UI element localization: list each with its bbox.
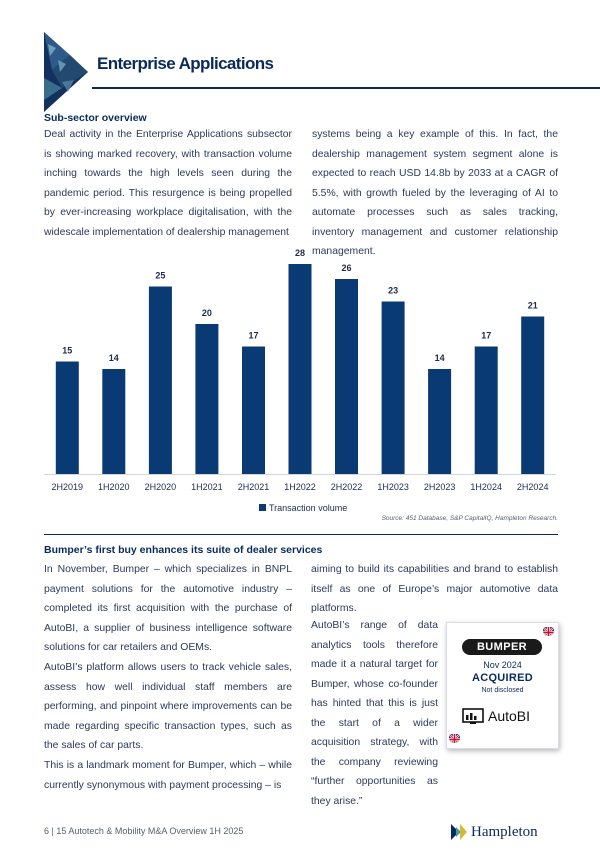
chart-data-label: 23 — [388, 285, 399, 296]
chart-bar — [335, 279, 358, 474]
chart-bar — [56, 362, 79, 475]
chart-data-label: 25 — [155, 270, 166, 281]
chart-svg — [40, 244, 560, 534]
chart-data-label: 14 — [108, 353, 119, 363]
header-rule — [92, 87, 600, 89]
bumper-paragraph-2: AutoBI’s platform allows users to track vehicle sales, assess how well individual staff members are performing, and pinpoint where improvements can be made regarding specific transaction types, such as the sales of car parts. — [44, 662, 292, 751]
hampleton-wordmark: Hampleton — [471, 824, 538, 840]
autobi-screen-icon — [462, 706, 484, 726]
chart-data-label: 28 — [294, 248, 306, 258]
footer-page-info: 6 | 15 Autotech & Mobility M&A Overview 1H 2025 — [44, 826, 244, 836]
chart-bar — [102, 369, 125, 474]
sub-sector-paragraph-right: systems being a key example of this. In fact, the dealership management system segment alone is expected to reach USD 14.8b by 2033 at a CAGR of 5.5%, with growth fueled by the leveraging of AI to automate processes such as sales tracking, inventory management and customer relationship management. — [312, 129, 558, 257]
chart-bar — [475, 347, 498, 475]
chart-data-label: 21 — [527, 300, 538, 311]
chart-tick-label: 2H2020 — [144, 482, 177, 492]
deal-value: Not disclosed — [481, 687, 524, 694]
hampleton-logo — [450, 822, 560, 842]
chart-data-label: 26 — [341, 263, 352, 273]
chart-tick-label: 2H2023 — [423, 482, 456, 492]
chart-tick-label: 1H2021 — [191, 482, 223, 492]
chart-tick-label: 1H2020 — [98, 482, 130, 492]
chart-data-label: 14 — [434, 353, 445, 363]
chart-bar — [195, 324, 218, 474]
bumper-paragraph-3: This is a landmark moment for Bumper, which – while currently synonymous with payment processing – is — [44, 760, 292, 791]
chart-tick-label: 1H2023 — [377, 482, 409, 492]
chart-bar — [382, 302, 405, 475]
bumper-heading: Bumper’s first buy enhances its suite of dealer services — [44, 544, 323, 556]
chart-tick-label: 2H2024 — [516, 482, 549, 492]
bumper-paragraph-5: AutoBI’s range of data analytics tools therefore made it a natural target for Bumper, whose co-founder has hinted that this is just the start of a wider acquisition strategy, with the company reviewing “further opportunities as they arise.” — [311, 620, 438, 807]
deal-date: Nov 2024 — [483, 660, 522, 670]
bumper-logo: BUMPER — [462, 639, 542, 655]
chart-tick-label: 1H2022 — [284, 482, 316, 492]
chart-bar — [428, 369, 451, 474]
page-title: Enterprise Applications — [97, 54, 274, 73]
chart-bar — [289, 264, 312, 474]
uk-flag-icon — [543, 625, 554, 636]
chart-tick-label: 1H2024 — [470, 482, 502, 492]
chart-data-label: 17 — [481, 330, 492, 341]
deal-card — [446, 622, 559, 749]
section-divider — [44, 534, 558, 535]
uk-flag-icon — [449, 732, 460, 743]
chart-bar — [521, 317, 544, 475]
sub-sector-heading: Sub-sector overview — [44, 112, 147, 124]
chart-tick-label: 2H2019 — [51, 482, 84, 492]
header-corner-graphic — [0, 0, 92, 112]
autobi-name: AutoBI — [488, 708, 531, 724]
chart-data-label: 15 — [62, 345, 73, 356]
chart-bar — [242, 347, 265, 475]
chart-data-label: 20 — [201, 308, 212, 318]
transaction-volume-chart — [40, 244, 560, 534]
chart-tick-label: 2H2022 — [330, 482, 363, 492]
chart-tick-label: 2H2021 — [237, 482, 270, 492]
bumper-paragraph-1: In November, Bumper – which specializes in BNPL payment solutions for the automotive industry – completed its first acquisition with the purchase of AutoBI, a supplier of business intelligence software solutions for car retailers and OEMs. — [44, 564, 292, 653]
legend-swatch — [259, 504, 266, 511]
autobi-logo — [462, 706, 544, 726]
hampleton-mark-icon — [450, 823, 468, 841]
chart-bar — [149, 287, 172, 475]
sub-sector-paragraph-left: Deal activity in the Enterprise Applications subsector is showing marked recovery, with transaction volume inching towards the high levels seen during the pandemic period. This resurgence is being propelled by ever-increasing workplace digitalisation, with the widescale implementation of dealership management — [44, 129, 292, 238]
bumper-paragraph-4: aiming to build its capabilities and brand to establish itself as one of Europe’s major automotive data platforms. — [311, 564, 558, 614]
chart-data-label: 17 — [248, 330, 259, 341]
legend-label: Transaction volume — [269, 503, 348, 513]
chart-source: Source: 451 Database, S&P CapitalIQ, Hampleton Research. — [381, 515, 558, 522]
deal-status: ACQUIRED — [471, 672, 534, 684]
